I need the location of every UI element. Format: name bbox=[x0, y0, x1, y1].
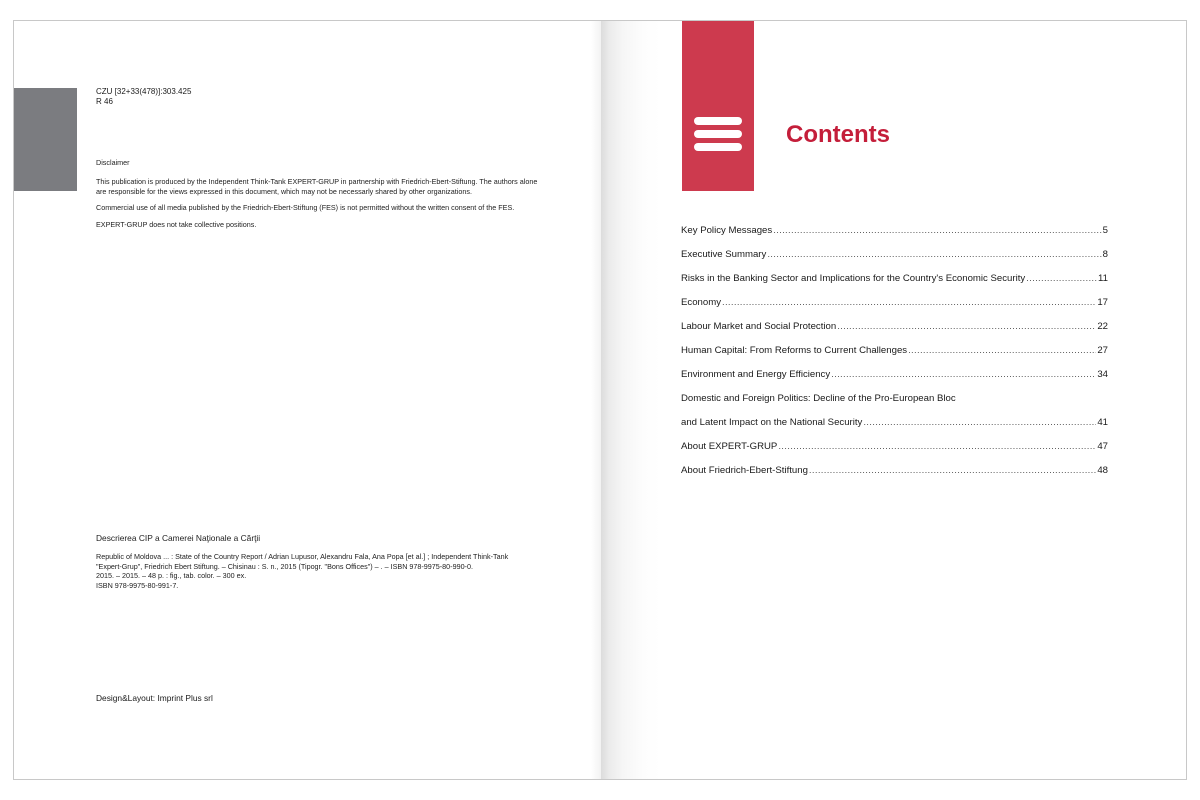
cip-description-block bbox=[96, 534, 536, 590]
toc-dot-leader bbox=[809, 465, 1096, 476]
toc-entry-page-number: 48 bbox=[1097, 465, 1108, 476]
cip-line-4: ISBN 978-9975-80-991-7. bbox=[96, 580, 179, 590]
design-credit: Design&Layout: Imprint Plus srl bbox=[96, 693, 213, 703]
disclaimer-block bbox=[96, 158, 541, 236]
toc-dot-leader bbox=[1026, 273, 1097, 284]
toc-entry-label: Economy bbox=[681, 297, 721, 308]
table-of-contents bbox=[681, 225, 1108, 489]
toc-entry-label: Environment and Energy Efficiency bbox=[681, 369, 831, 380]
toc-entry-page-number: 5 bbox=[1102, 225, 1108, 236]
toc-entry[interactable] bbox=[681, 273, 1108, 297]
toc-entry[interactable] bbox=[681, 249, 1108, 273]
grey-tab-decoration bbox=[14, 88, 77, 191]
contents-title: Contents bbox=[786, 121, 890, 148]
book-spread bbox=[13, 20, 1187, 780]
toc-entry-label: Key Policy Messages bbox=[681, 225, 773, 236]
cip-code-line-2: R 46 bbox=[96, 97, 113, 106]
toc-entry[interactable] bbox=[681, 393, 1108, 417]
toc-dot-leader bbox=[773, 225, 1101, 236]
cip-line-1: Republic of Moldova ... : State of the Country Report / Adrian Lupusor, Alexandru Fala, Ana Popa [et al.] ; Independent Think-Tank bbox=[96, 552, 509, 562]
toc-entry[interactable] bbox=[681, 297, 1108, 321]
toc-entry-label: Domestic and Foreign Politics: Decline of the Pro-European Bloc bbox=[681, 393, 956, 404]
toc-entry-page-number: 47 bbox=[1097, 441, 1108, 452]
toc-entry[interactable] bbox=[681, 225, 1108, 249]
left-page bbox=[14, 21, 601, 780]
hamburger-icon bbox=[694, 117, 742, 155]
hamburger-bar bbox=[694, 143, 742, 151]
cip-title: Descrierea CIP a Camerei Naţionale a Cărţii bbox=[96, 533, 261, 543]
toc-dot-leader bbox=[722, 297, 1096, 308]
toc-entry[interactable] bbox=[681, 345, 1108, 369]
toc-entry[interactable] bbox=[681, 441, 1108, 465]
disclaimer-text-2: Commercial use of all media published by the Friedrich-Ebert-Stiftung (FES) is not permitted without the written consent of the FES. bbox=[96, 203, 515, 213]
toc-dot-leader bbox=[837, 321, 1096, 332]
disclaimer-heading: Disclaimer bbox=[96, 158, 130, 167]
toc-entry-label: and Latent Impact on the National Security bbox=[681, 417, 863, 428]
toc-entry[interactable] bbox=[681, 417, 1108, 441]
toc-entry-label: About Friedrich-Ebert-Stiftung bbox=[681, 465, 808, 476]
cip-code bbox=[96, 87, 191, 107]
hamburger-bar bbox=[694, 117, 742, 125]
toc-entry[interactable] bbox=[681, 465, 1108, 489]
toc-entry-page-number: 22 bbox=[1097, 321, 1108, 332]
cip-line-2: "Expert-Grup", Friedrich Ebert Stiftung. – Chisinau : S. n., 2015 (Tipogr. "Bons Offices") – . – ISBN 978-9975-80-990-0. bbox=[96, 561, 473, 571]
toc-dot-leader bbox=[767, 249, 1101, 260]
toc-entry-label: Executive Summary bbox=[681, 249, 767, 260]
red-tab-decoration bbox=[682, 21, 754, 191]
toc-entry-label: Risks in the Banking Sector and Implications for the Country's Economic Security bbox=[681, 273, 1026, 284]
toc-entry-page-number: 8 bbox=[1102, 249, 1108, 260]
toc-entry-page-number: 17 bbox=[1097, 297, 1108, 308]
toc-entry-label: About EXPERT-GRUP bbox=[681, 441, 778, 452]
right-page bbox=[601, 21, 1187, 780]
toc-entry-page-number: 11 bbox=[1098, 273, 1108, 284]
cip-code-line: CZU [32+33(478)]:303.425 bbox=[96, 87, 192, 96]
cip-line-3: 2015. – 2015. – 48 p. : fig., tab. color. – 300 ex. bbox=[96, 571, 247, 581]
toc-dot-leader bbox=[908, 345, 1096, 356]
toc-entry-page-number: 34 bbox=[1097, 369, 1108, 380]
toc-entry-label: Labour Market and Social Protection bbox=[681, 321, 837, 332]
toc-entry-label: Human Capital: From Reforms to Current Challenges bbox=[681, 345, 908, 356]
toc-dot-leader bbox=[778, 441, 1096, 452]
toc-dot-leader bbox=[863, 417, 1096, 428]
disclaimer-text-3: EXPERT-GRUP does not take collective positions. bbox=[96, 219, 257, 229]
toc-entry[interactable] bbox=[681, 321, 1108, 345]
hamburger-bar bbox=[694, 130, 742, 138]
disclaimer-text-1: This publication is produced by the Independent Think-Tank EXPERT-GRUP in partnership with Friedrich-Ebert-Stiftung. The authors alone are responsible for the views expressed in this document, which may not be necessarly shared by other organizations. bbox=[96, 177, 538, 196]
toc-entry[interactable] bbox=[681, 369, 1108, 393]
toc-entry-page-number: 41 bbox=[1097, 417, 1108, 428]
toc-dot-leader bbox=[831, 369, 1096, 380]
toc-entry-page-number: 27 bbox=[1097, 345, 1108, 356]
